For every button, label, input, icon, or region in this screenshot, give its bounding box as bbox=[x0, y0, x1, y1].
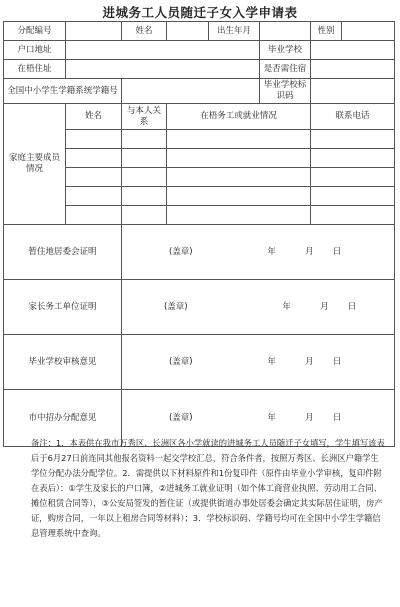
family-relation-field[interactable] bbox=[122, 168, 167, 187]
stamp-text: (盖章) bbox=[163, 301, 188, 312]
residence-address-label: 在梧住址 bbox=[4, 60, 66, 79]
year-text: 年 bbox=[267, 246, 276, 257]
residence-proof-label: 暂住地居委会证明 bbox=[4, 225, 122, 280]
family-phone-field[interactable] bbox=[311, 149, 395, 168]
family-phone-field[interactable] bbox=[311, 187, 395, 206]
residence-proof-row bbox=[4, 225, 395, 280]
residence-proof-field[interactable] bbox=[122, 225, 395, 280]
graduate-school-field[interactable] bbox=[311, 41, 395, 60]
school-id-code-field[interactable] bbox=[311, 79, 395, 104]
employer-proof-field[interactable] bbox=[122, 280, 395, 335]
school-review-field[interactable] bbox=[122, 335, 395, 390]
school-id-code-label: 毕业学校标识码 bbox=[260, 79, 311, 104]
gender-label: 性别 bbox=[311, 22, 342, 41]
family-name-field[interactable] bbox=[66, 187, 122, 206]
family-name-field[interactable] bbox=[66, 206, 122, 225]
hukou-address-field[interactable] bbox=[66, 41, 260, 60]
family-phone-field[interactable] bbox=[311, 206, 395, 225]
family-phone-field[interactable] bbox=[311, 130, 395, 149]
family-employment-field[interactable] bbox=[167, 130, 311, 149]
need-boarding-label: 是否需住宿 bbox=[260, 60, 311, 79]
family-header-name: 姓名 bbox=[66, 104, 122, 130]
month-text: 月 bbox=[305, 412, 314, 423]
stamp-text: (盖章) bbox=[168, 356, 193, 367]
gender-field[interactable] bbox=[342, 22, 395, 41]
application-form bbox=[3, 21, 395, 447]
school-review-label: 毕业学校审核意见 bbox=[4, 335, 122, 390]
family-members-label: 家庭主要成员情况 bbox=[4, 104, 66, 225]
year-text: 年 bbox=[267, 356, 276, 367]
day-text: 日 bbox=[332, 356, 342, 367]
family-relation-field[interactable] bbox=[122, 149, 167, 168]
family-header-phone: 联系电话 bbox=[311, 104, 395, 130]
allocation-office-label: 市中招办分配意见 bbox=[4, 390, 122, 447]
name-label: 姓名 bbox=[122, 22, 167, 41]
graduate-school-label: 毕业学校 bbox=[260, 41, 311, 60]
family-header-relation: 与本人关系 bbox=[122, 104, 167, 130]
student-registry-number-field[interactable] bbox=[122, 79, 260, 104]
family-relation-field[interactable] bbox=[122, 187, 167, 206]
month-text: 月 bbox=[305, 356, 314, 367]
school-review-row bbox=[4, 335, 395, 390]
remarks-note: 备注：1．本表供在我市万秀区、长洲区各小学就读的进城务工人员随迁子女填写，学生填写该表后于6月27日前连同其他报名资料一起交学校汇总，符合条件者，按照万秀区、长洲区户籍学生学位分配办法分配学位。2．需提供以下材料原件和1份复印件（原件由毕业小学审核，复印件附在表后）：①学生及家长的户口簿，②进城务工就业证明（如个体工商营业执照、劳动用工合同、摊位租赁合同等），③公安局签发的暂住证（或提供街道办事处居委会确定其实际居住证明，房产证，购房合同，一年以上租房合同等材料）；3．学校标识码、学籍号均可在全国中小学生学籍信息管理系统中查询。 bbox=[31, 438, 385, 538]
day-text: 日 bbox=[332, 246, 342, 257]
birth-date-field[interactable] bbox=[260, 22, 311, 41]
month-text: 月 bbox=[320, 301, 329, 312]
hukou-address-label: 户口地址 bbox=[4, 41, 66, 60]
employer-proof-row bbox=[4, 280, 395, 335]
family-name-field[interactable] bbox=[66, 149, 122, 168]
family-phone-field[interactable] bbox=[311, 168, 395, 187]
year-text: 年 bbox=[267, 412, 276, 423]
family-employment-field[interactable] bbox=[167, 206, 311, 225]
family-employment-field[interactable] bbox=[167, 168, 311, 187]
employer-proof-label: 家长务工单位证明 bbox=[4, 280, 122, 335]
month-text: 月 bbox=[305, 246, 314, 257]
day-text: 日 bbox=[347, 301, 357, 312]
student-registry-number-label: 全国中小学生学籍系统学籍号 bbox=[4, 79, 122, 104]
family-name-field[interactable] bbox=[66, 130, 122, 149]
family-name-field[interactable] bbox=[66, 168, 122, 187]
family-relation-field[interactable] bbox=[122, 130, 167, 149]
need-boarding-field[interactable] bbox=[311, 60, 395, 79]
birth-date-label: 出生年月 bbox=[209, 22, 260, 41]
allocation-number-field[interactable] bbox=[66, 22, 122, 41]
family-relation-field[interactable] bbox=[122, 206, 167, 225]
day-text: 日 bbox=[332, 412, 342, 423]
page-title: 进城务工人员随迁子女入学申请表 bbox=[102, 5, 298, 20]
family-employment-field[interactable] bbox=[167, 187, 311, 206]
allocation-number-label: 分配编号 bbox=[4, 22, 66, 41]
family-header-employment: 在梧务工或就业情况 bbox=[167, 104, 311, 130]
name-field[interactable] bbox=[167, 22, 209, 41]
year-text: 年 bbox=[282, 301, 291, 312]
family-employment-field[interactable] bbox=[167, 149, 311, 168]
stamp-text: (盖章) bbox=[168, 246, 193, 257]
residence-address-field[interactable] bbox=[66, 60, 260, 79]
stamp-text: (盖章) bbox=[168, 412, 193, 423]
